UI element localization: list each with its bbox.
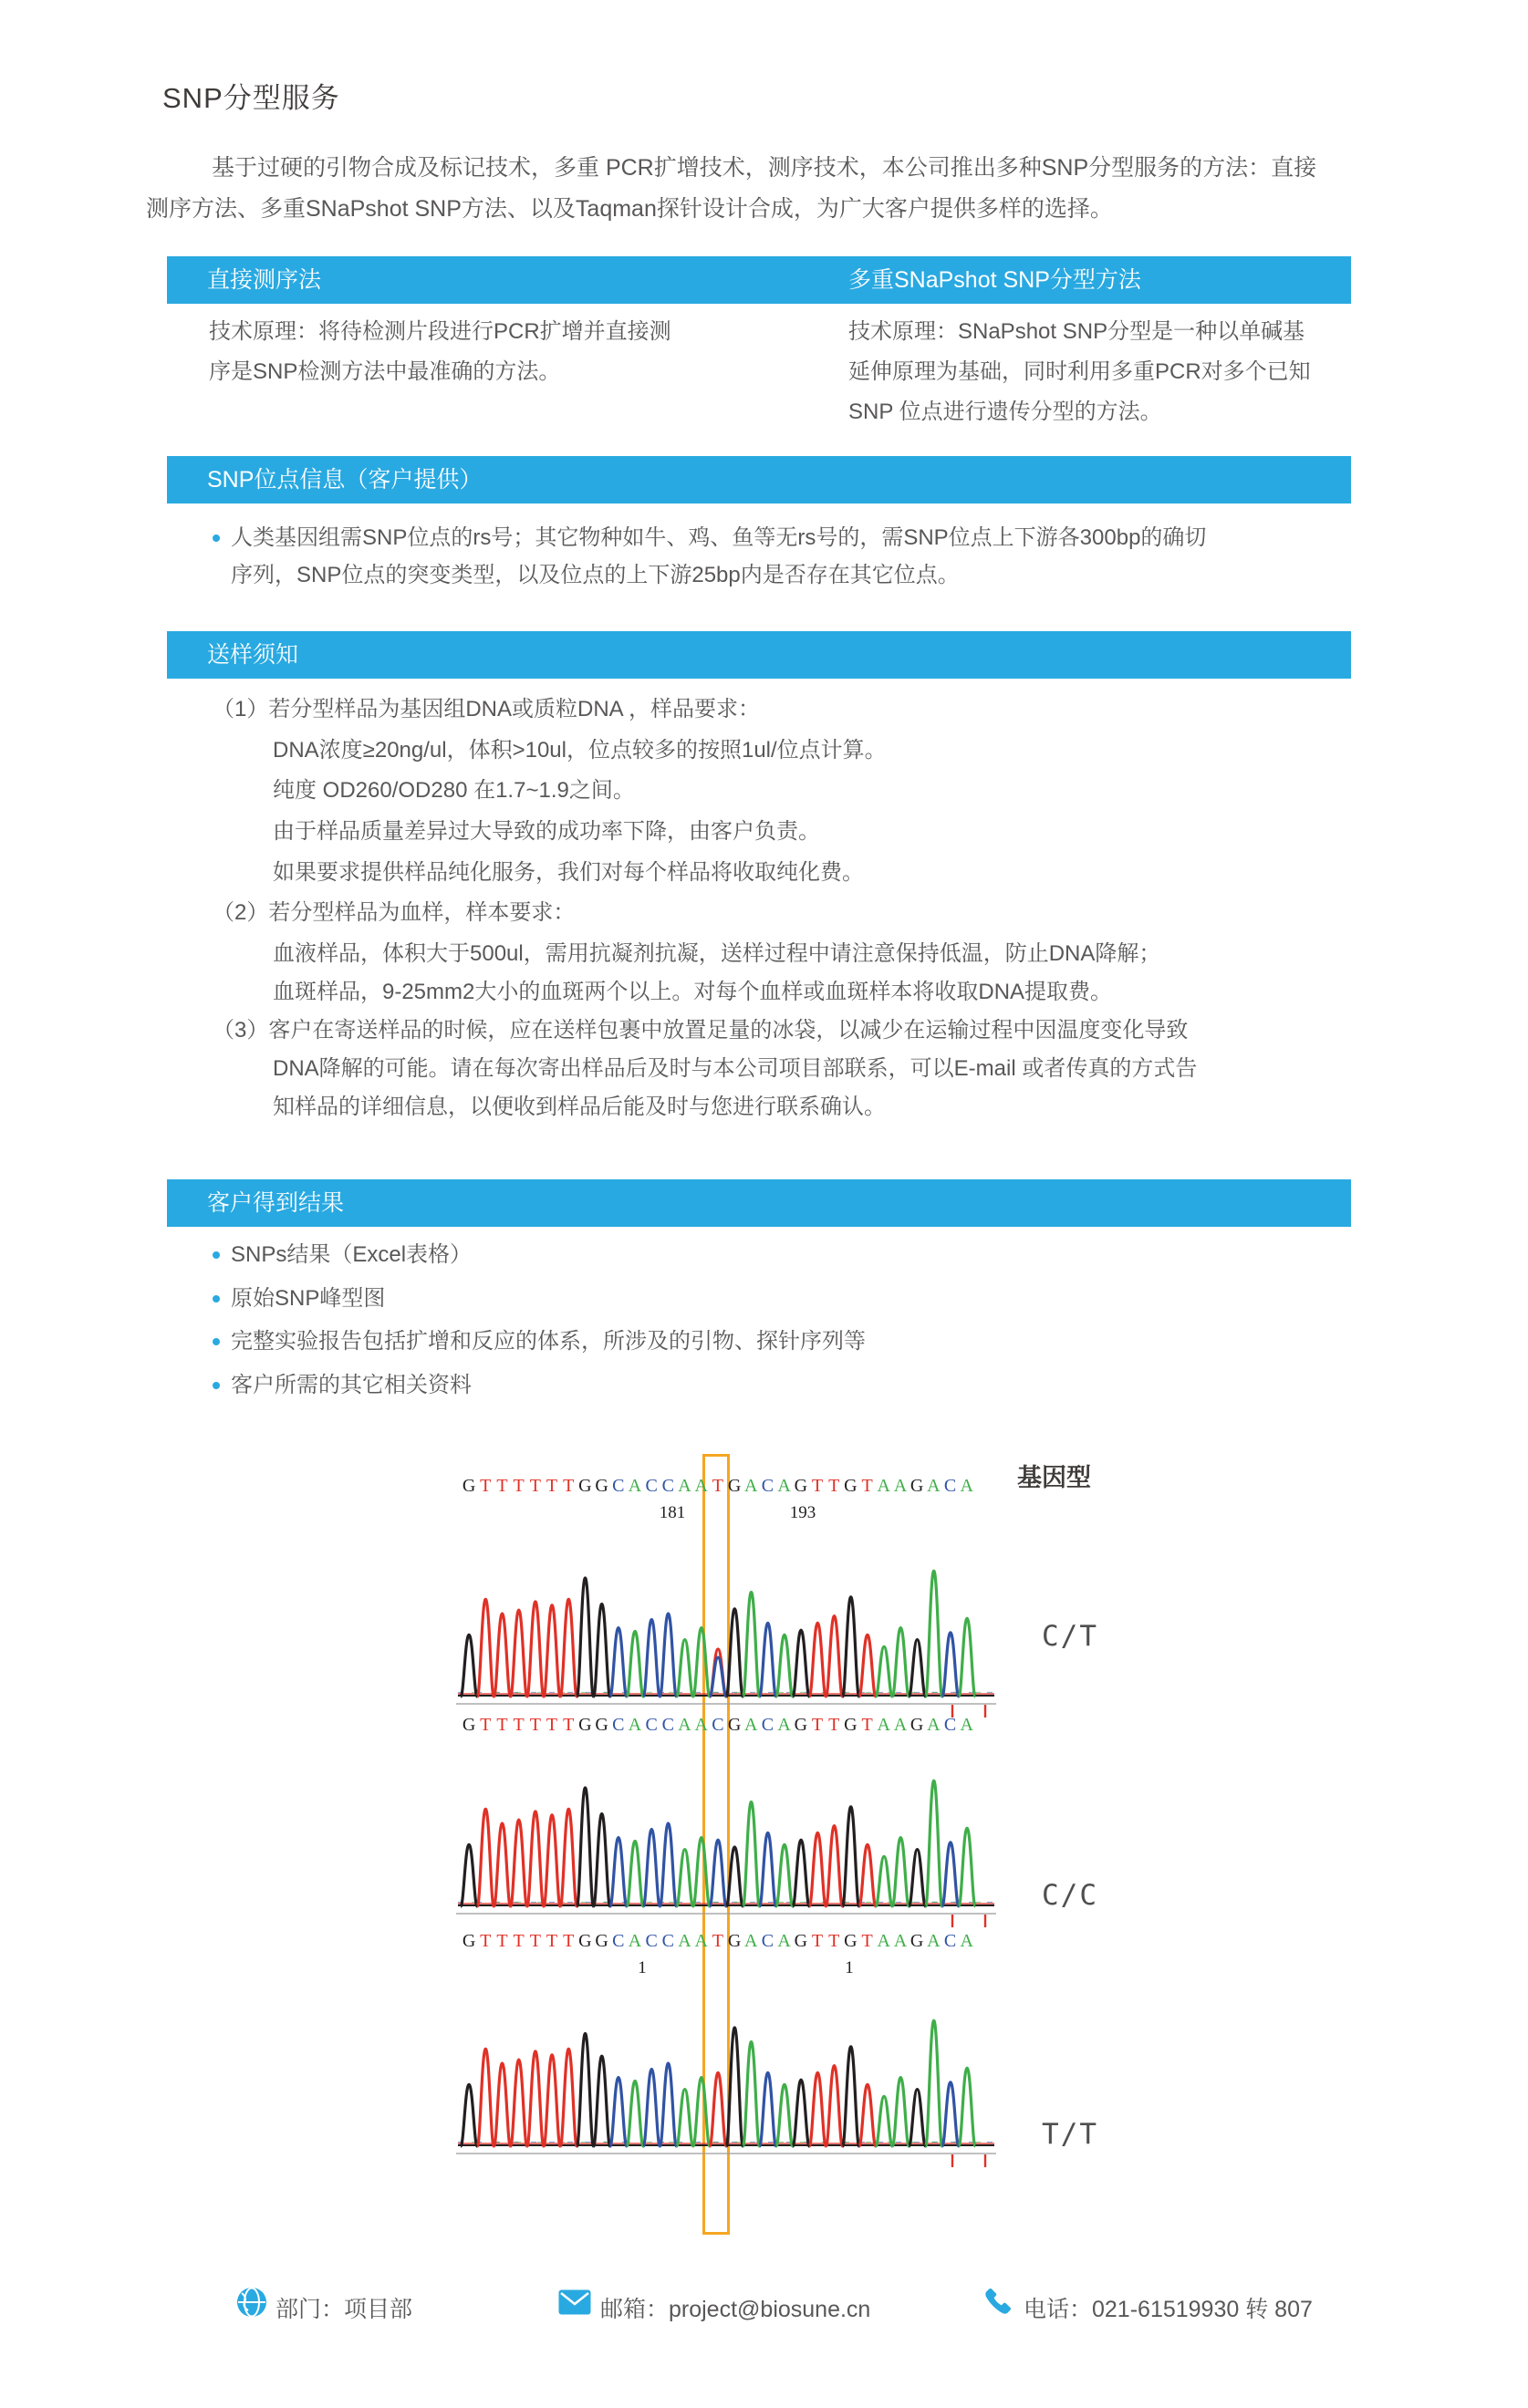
result-item: 原始SNP峰型图 xyxy=(231,1286,386,1311)
base-letter-C: C xyxy=(943,1476,957,1496)
base-letter-A: A xyxy=(877,1931,890,1951)
footer-department: 部门：项目部 xyxy=(275,2297,413,2322)
base-letter-G: G xyxy=(462,1476,476,1496)
base-letter-G: G xyxy=(794,1715,808,1735)
base-letter-C: C xyxy=(612,1715,625,1735)
base-letter-G: G xyxy=(578,1476,592,1496)
base-letter-C: C xyxy=(661,1715,675,1735)
section-title-snapshot: 多重SNaPshot SNP分型方法 xyxy=(848,267,1141,293)
base-letter-A: A xyxy=(960,1715,973,1735)
method-right-line: 技术原理：SNaPshot SNP分型是一种以单碱基 xyxy=(848,319,1305,344)
base-letter-T: T xyxy=(861,1715,873,1735)
base-letter-T: T xyxy=(712,1476,724,1496)
bullet-icon xyxy=(213,1382,220,1389)
base-letter-T: T xyxy=(828,1476,840,1496)
method-right-line: SNP 位点进行遗传分型的方法。 xyxy=(848,400,1162,424)
sequence-row-cc xyxy=(461,1931,981,1952)
base-letter-G: G xyxy=(910,1476,924,1496)
base-letter-G: G xyxy=(462,1931,476,1951)
genotype-label-ct: C/T xyxy=(1042,1620,1098,1653)
base-letter-G: G xyxy=(727,1476,742,1496)
base-letter-C: C xyxy=(612,1931,625,1951)
base-letter-G: G xyxy=(595,1715,608,1735)
base-letter-G: G xyxy=(910,1931,924,1951)
bullet-icon xyxy=(213,1338,220,1345)
sequence-row-top xyxy=(461,1476,981,1497)
base-letter-T: T xyxy=(811,1931,824,1951)
base-letter-G: G xyxy=(844,1476,858,1496)
note-line: DNA降解的可能。请在每次寄出样品后及时与本公司项目部联系，可以E-mail 或者传真的方式告 xyxy=(273,1056,1198,1081)
base-letter-A: A xyxy=(694,1931,708,1951)
base-letter-T: T xyxy=(828,1931,840,1951)
base-letter-C: C xyxy=(712,1715,724,1735)
result-item: 完整实验报告包括扩增和反应的体系，所涉及的引物、探针序列等 xyxy=(231,1329,866,1354)
base-letter-C: C xyxy=(661,1931,675,1951)
base-letter-A: A xyxy=(927,1931,941,1951)
base-letter-T: T xyxy=(546,1476,558,1496)
section-bar-site-info xyxy=(167,456,1351,503)
base-letter-T: T xyxy=(513,1931,525,1951)
genotype-label-tt: T/T xyxy=(1042,2118,1098,2151)
base-letter-T: T xyxy=(529,1476,541,1496)
base-letter-A: A xyxy=(893,1715,908,1735)
base-letter-T: T xyxy=(546,1715,558,1735)
base-letter-A: A xyxy=(678,1476,691,1496)
section-title-direct-sequencing: 直接测序法 xyxy=(207,267,322,293)
footer-phone: 电话：021-61519930 转 807 xyxy=(1024,2297,1313,2322)
note-line: 知样品的详细信息，以便收到样品后能及时与您进行联系确认。 xyxy=(273,1095,886,1119)
base-letter-G: G xyxy=(844,1931,858,1951)
base-letter-G: G xyxy=(794,1476,808,1496)
section-title-site-info: SNP位点信息（客户提供） xyxy=(207,467,483,493)
base-letter-G: G xyxy=(727,1931,742,1951)
base-letter-C: C xyxy=(645,1931,658,1951)
base-letter-A: A xyxy=(678,1715,691,1735)
base-letter-G: G xyxy=(727,1715,742,1735)
base-letter-T: T xyxy=(546,1931,558,1951)
site-info-line: 序列，SNP位点的突变类型，以及位点的上下游25bp内是否存在其它位点。 xyxy=(231,563,960,587)
base-letter-A: A xyxy=(893,1476,908,1496)
base-letter-C: C xyxy=(645,1715,658,1735)
base-letter-C: C xyxy=(761,1476,774,1496)
note-line: （1）若分型样品为基因组DNA或质粒DNA ，样品要求： xyxy=(213,697,761,721)
base-letter-A: A xyxy=(877,1476,890,1496)
base-letter-T: T xyxy=(480,1931,492,1951)
base-letter-T: T xyxy=(480,1476,492,1496)
base-letter-T: T xyxy=(563,1715,575,1735)
genotype-header: 基因型 xyxy=(1017,1464,1091,1491)
method-right-line: 延伸原理为基础，同时利用多重PCR对多个已知 xyxy=(848,359,1311,384)
base-letter-C: C xyxy=(761,1931,774,1951)
base-letter-C: C xyxy=(943,1715,957,1735)
base-letter-A: A xyxy=(777,1931,791,1951)
chromatogram-cc xyxy=(452,1762,1000,1932)
mail-icon xyxy=(558,2289,591,2315)
sequence-position-label: 1 xyxy=(638,1958,647,1977)
base-letter-T: T xyxy=(513,1476,525,1496)
intro-line: 测序方法、多重SNaPshot SNP方法、以及Taqman探针设计合成，为广大客户提供多样的选择。 xyxy=(146,196,1113,222)
base-letter-A: A xyxy=(628,1715,642,1735)
base-letter-T: T xyxy=(712,1931,724,1951)
base-letter-T: T xyxy=(811,1715,824,1735)
base-letter-C: C xyxy=(612,1476,625,1496)
base-letter-T: T xyxy=(861,1476,873,1496)
intro-line: 基于过硬的引物合成及标记技术，多重 PCR扩增技术，测序技术，本公司推出多种SNP分型服务的方法：直接 xyxy=(212,155,1317,181)
base-letter-T: T xyxy=(480,1715,492,1735)
note-line: 血斑样品，9-25mm2大小的血斑两个以上。对每个血样或血斑样本将收取DNA提取费。 xyxy=(273,980,1113,1004)
note-line: （2）若分型样品为血样，样本要求： xyxy=(213,900,576,925)
chromatogram-figure xyxy=(411,1423,1377,2262)
base-letter-T: T xyxy=(811,1476,824,1496)
sequence-position-label: 181 xyxy=(659,1503,686,1522)
base-letter-G: G xyxy=(462,1715,476,1735)
base-letter-G: G xyxy=(910,1715,924,1735)
method-left-line: 技术原理：将待检测片段进行PCR扩增并直接测 xyxy=(209,319,671,344)
base-letter-A: A xyxy=(628,1476,642,1496)
sequence-position-label: 193 xyxy=(789,1503,816,1522)
phone-icon xyxy=(983,2286,1014,2317)
base-letter-C: C xyxy=(761,1715,774,1735)
base-letter-A: A xyxy=(628,1931,642,1951)
base-letter-T: T xyxy=(513,1715,525,1735)
base-letter-C: C xyxy=(943,1931,957,1951)
base-letter-T: T xyxy=(529,1931,541,1951)
base-letter-G: G xyxy=(844,1715,858,1735)
note-line: 纯度 OD260/OD280 在1.7~1.9之间。 xyxy=(273,778,635,803)
base-letter-T: T xyxy=(496,1476,508,1496)
base-letter-T: T xyxy=(828,1715,840,1735)
genotype-label-cc: C/C xyxy=(1042,1879,1098,1912)
bullet-icon xyxy=(213,1251,220,1259)
sequence-position-label: 1 xyxy=(845,1958,854,1977)
base-letter-T: T xyxy=(496,1931,508,1951)
base-letter-A: A xyxy=(777,1715,791,1735)
note-line: （3）客户在寄送样品的时候，应在送样包裹中放置足量的冰袋，以减少在运输过程中因温度变化导致 xyxy=(213,1018,1189,1043)
note-line: 血液样品，体积大于500ul，需用抗凝剂抗凝，送样过程中请注意保持低温，防止DNA降解； xyxy=(273,941,1161,966)
method-left-line: 序是SNP检测方法中最准确的方法。 xyxy=(209,359,561,384)
note-line: 由于样品质量差异过大导致的成功率下降，由客户负责。 xyxy=(273,819,820,844)
result-item: SNPs结果（Excel表格） xyxy=(231,1242,473,1267)
chromatogram-ct xyxy=(452,1552,1000,1722)
base-letter-G: G xyxy=(595,1476,608,1496)
sequence-row-ct xyxy=(461,1715,981,1736)
base-letter-A: A xyxy=(927,1476,941,1496)
base-letter-A: A xyxy=(927,1715,941,1735)
base-letter-A: A xyxy=(744,1476,758,1496)
note-line: DNA浓度≥20ng/ul，体积>10ul，位点较多的按照1ul/位点计算。 xyxy=(273,738,887,763)
base-letter-T: T xyxy=(563,1476,575,1496)
base-letter-G: G xyxy=(794,1931,808,1951)
bullet-icon xyxy=(213,535,220,542)
base-letter-T: T xyxy=(496,1715,508,1735)
base-letter-A: A xyxy=(744,1931,758,1951)
chromatogram-tt xyxy=(452,2002,1000,2172)
base-letter-G: G xyxy=(578,1715,592,1735)
base-letter-A: A xyxy=(694,1715,708,1735)
base-letter-A: A xyxy=(960,1476,973,1496)
section-bar-results xyxy=(167,1179,1351,1227)
base-letter-A: A xyxy=(877,1715,890,1735)
base-letter-A: A xyxy=(893,1931,908,1951)
section-title-results: 客户得到结果 xyxy=(207,1190,345,1216)
bullet-icon xyxy=(213,1295,220,1303)
base-letter-C: C xyxy=(645,1476,658,1496)
base-letter-T: T xyxy=(861,1931,873,1951)
base-letter-A: A xyxy=(744,1715,758,1735)
base-letter-A: A xyxy=(960,1931,973,1951)
globe-icon xyxy=(235,2286,268,2319)
base-letter-A: A xyxy=(777,1476,791,1496)
note-line: 如果要求提供样品纯化服务，我们对每个样品将收取纯化费。 xyxy=(273,860,864,885)
page-title: SNP分型服务 xyxy=(162,82,340,114)
base-letter-A: A xyxy=(694,1476,708,1496)
footer-email: 邮箱：project@biosune.cn xyxy=(600,2297,871,2322)
site-info-line: 人类基因组需SNP位点的rs号；其它物种如牛、鸡、鱼等无rs号的，需SNP位点上下游各300bp的确切 xyxy=(231,525,1207,550)
section-bar-methods xyxy=(167,256,1351,304)
section-title-notes: 送样须知 xyxy=(207,642,299,668)
base-letter-G: G xyxy=(595,1931,608,1951)
base-letter-A: A xyxy=(678,1931,691,1951)
base-letter-T: T xyxy=(563,1931,575,1951)
result-item: 客户所需的其它相关资料 xyxy=(231,1373,472,1397)
base-letter-G: G xyxy=(578,1931,592,1951)
base-letter-C: C xyxy=(661,1476,675,1496)
section-bar-notes xyxy=(167,631,1351,679)
base-letter-T: T xyxy=(529,1715,541,1735)
